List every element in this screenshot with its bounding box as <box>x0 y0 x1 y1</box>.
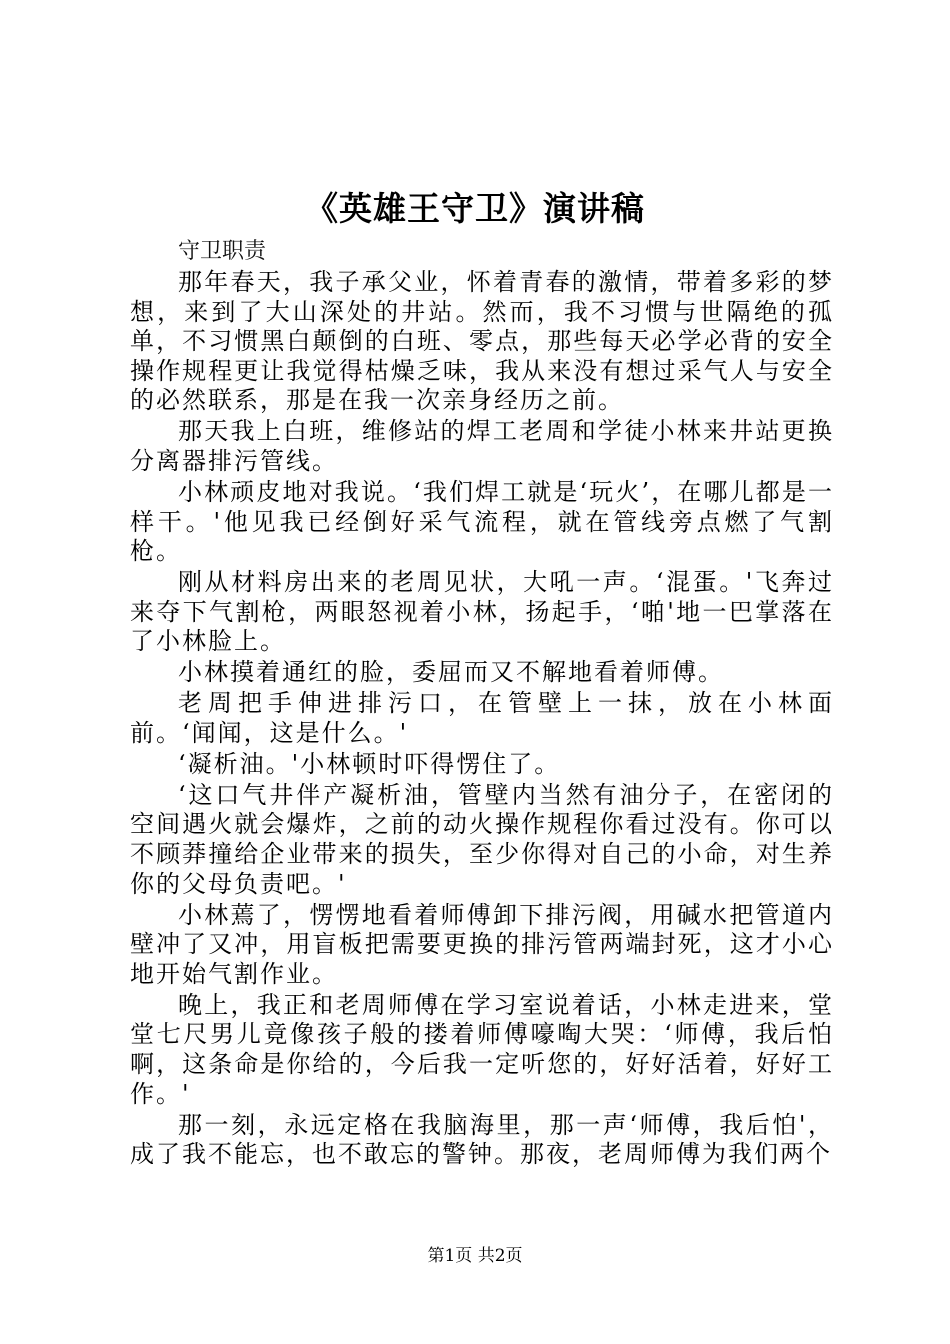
document-title: 《英雄王守卫》演讲稿 <box>305 189 645 228</box>
paragraph: 那天我上白班，维修站的焊工老周和学徒小林来井站更换分离器排污管线。 <box>130 417 834 475</box>
document-body <box>130 237 834 1171</box>
paragraph: ‘凝析油。'小林顿时吓得愣住了。 <box>178 749 561 778</box>
section-heading: 守卫职责 <box>178 239 267 264</box>
paragraph: 老周把手伸进排污口，在管壁上一抹，放在小林面前。‘闻闻，这是什么。' <box>130 689 834 747</box>
page-footer: 第1页 共2页 <box>427 1246 523 1266</box>
paragraph: 那一刻，永远定格在我脑海里，那一声‘师傅，我后怕'，成了我不能忘，也不敢忘的警钟。那夜，老周师傅为我们两个 <box>130 1110 834 1169</box>
paragraph: 晚上，我正和老周师傅在学习室说着话，小林走进来，堂堂七尺男儿竟像孩子般的搂着师傅嚎啕大哭：‘师傅，我后怕啊，这条命是你给的，今后我一定听您的，好好活着，好好工作。' <box>130 990 834 1108</box>
paragraph: 小林蔫了，愣愣地看着师傅卸下排污阀，用碱水把管道内壁冲了又冲，用盲板把需要更换的排污管两端封死，这才小心地开始气割作业。 <box>130 900 834 988</box>
paragraph: 刚从材料房出来的老周见状，大吼一声。‘混蛋。'飞奔过来夺下气割枪，两眼怒视着小林，扬起手，‘啪'地一巴掌落在了小林脸上。 <box>130 568 834 656</box>
paragraph: ‘这口气井伴产凝析油，管壁内当然有油分子，在密闭的空间遇火就会爆炸，之前的动火操作规程你看过没有。你可以不顾莽撞给企业带来的损失，至少你得对自己的小命，对生养你的父母负责吧。' <box>130 780 834 898</box>
paragraph: 那年春天，我子承父业，怀着青春的激情，带着多彩的梦想，来到了大山深处的井站。然而，我不习惯与世隔绝的孤单，不习惯黑白颠倒的白班、零点，那些每天必学必背的安全操作规程更让我觉得枯燥乏味，我从来没有想过采气人与安全的必然联系，那是在我一次亲身经历之前。 <box>130 267 834 415</box>
paragraph: 小林摸着通红的脸，委屈而又不解地看着师傅。 <box>178 658 724 687</box>
paragraph: 小林顽皮地对我说。‘我们焊工就是‘玩火’，在哪儿都是一样干。'他见我已经倒好采气流程，就在管线旁点燃了气割枪。 <box>130 477 834 566</box>
